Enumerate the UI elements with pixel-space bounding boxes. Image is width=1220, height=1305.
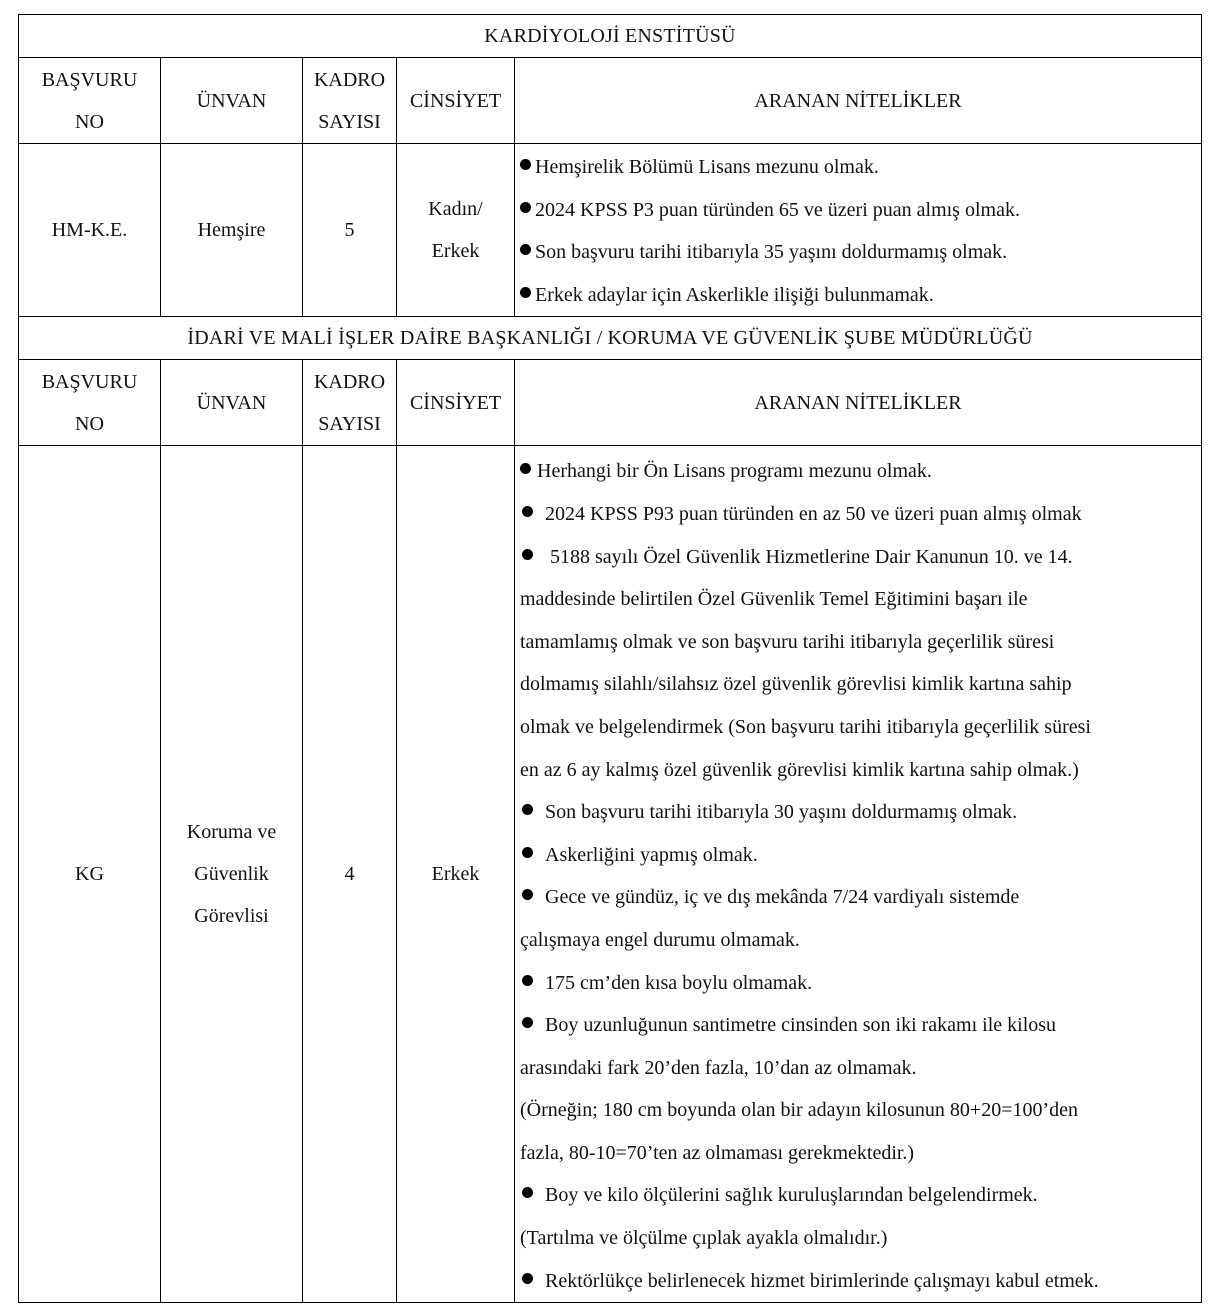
header-qualifications: ARANAN NİTELİKLER xyxy=(515,360,1202,446)
bullet-icon xyxy=(522,889,533,900)
header-position-count xyxy=(303,360,397,446)
header-qualifications: ARANAN NİTELİKLER xyxy=(515,58,1202,144)
list-item: olmak ve belgelendirmek (Son başvuru tarihi itibarıyla geçerlilik süresi xyxy=(520,715,1091,738)
header-line: NO xyxy=(75,412,104,435)
bullet-icon xyxy=(522,1273,533,1284)
list-item: Erkek adaylar için Askerlikle ilişiği bulunmamak. xyxy=(520,274,1197,317)
list-item: maddesinde belirtilen Özel Güvenlik Temel Eğitimini başarı ile xyxy=(520,588,1028,611)
list-item: 2024 KPSS P93 puan türünden en az 50 ve üzeri puan almış olmak xyxy=(520,493,1197,536)
position-count: 4 xyxy=(303,446,397,1303)
list-item: en az 6 ay kalmış özel güvenlik görevlisi kimlik kartına sahip olmak.) xyxy=(520,758,1079,781)
bullet-icon xyxy=(522,804,533,815)
job-title-line: Hemşire xyxy=(197,219,266,242)
header-line: SAYISI xyxy=(318,110,381,133)
gender xyxy=(397,446,515,1303)
list-item: arasındaki fark 20’den fazla, 10’dan az olmamak. xyxy=(520,1056,917,1079)
bullet-icon xyxy=(520,244,531,255)
job-title xyxy=(161,446,303,1303)
table-row xyxy=(19,144,1202,317)
bullet-icon xyxy=(520,287,531,298)
job-title xyxy=(161,144,303,317)
header-gender: CİNSİYET xyxy=(397,58,515,144)
header-row xyxy=(19,58,1202,144)
bullet-icon xyxy=(522,506,533,517)
header-line: KADRO xyxy=(313,370,386,393)
gender-line: Kadın/ xyxy=(428,198,483,221)
list-item: 5188 sayılı Özel Güvenlik Hizmetlerine Dair Kanunun 10. ve 14. xyxy=(520,536,1197,579)
job-title-line: Görevlisi xyxy=(194,905,269,928)
list-item: tamamlamış olmak ve son başvuru tarihi itibarıyla geçerlilik süresi xyxy=(520,630,1055,653)
table-row xyxy=(19,446,1202,1303)
list-item: 2024 KPSS P3 puan türünden 65 ve üzeri puan almış olmak. xyxy=(520,189,1197,232)
qualifications-list xyxy=(515,446,1202,1303)
position-count: 5 xyxy=(303,144,397,317)
list-item: çalışmaya engel durumu olmamak. xyxy=(520,928,800,951)
list-item: fazla, 80-10=70’ten az olmaması gerekmektedir.) xyxy=(520,1141,915,1164)
header-application-no xyxy=(19,58,161,144)
job-postings-table xyxy=(18,14,1202,1303)
section-title: KARDİYOLOJİ ENSTİTÜSÜ xyxy=(19,15,1202,58)
bullet-icon xyxy=(520,463,531,474)
header-gender: CİNSİYET xyxy=(397,360,515,446)
header-line: BAŞVURU xyxy=(41,370,138,393)
list-item: Herhangi bir Ön Lisans programı mezunu olmak. xyxy=(520,450,1197,493)
list-item: (Tartılma ve ölçülme çıplak ayakla olmalıdır.) xyxy=(520,1227,888,1250)
bullet-icon xyxy=(522,549,533,560)
list-item: 175 cm’den kısa boylu olmamak. xyxy=(520,962,1197,1005)
application-no: HM-K.E. xyxy=(19,144,161,317)
list-item: Boy uzunluğunun santimetre cinsinden son iki rakamı ile kilosu xyxy=(520,1004,1197,1047)
qualifications-list xyxy=(515,144,1202,317)
bullet-icon xyxy=(522,1187,533,1198)
section-title: İDARİ VE MALİ İŞLER DAİRE BAŞKANLIĞI / KORUMA VE GÜVENLİK ŞUBE MÜDÜRLÜĞÜ xyxy=(19,317,1202,360)
bullet-icon xyxy=(522,847,533,858)
bullet-icon xyxy=(522,1017,533,1028)
list-item: Son başvuru tarihi itibarıyla 35 yaşını doldurmamış olmak. xyxy=(520,231,1197,274)
header-position-count xyxy=(303,58,397,144)
section-title-row xyxy=(19,317,1202,360)
list-item: (Örneğin; 180 cm boyunda olan bir adayın kilosunun 80+20=100’den xyxy=(520,1099,1079,1122)
header-title: ÜNVAN xyxy=(161,360,303,446)
list-item: dolmamış silahlı/silahsız özel güvenlik görevlisi kimlik kartına sahip xyxy=(520,673,1072,696)
application-no: KG xyxy=(19,446,161,1303)
header-title: ÜNVAN xyxy=(161,58,303,144)
list-item: Son başvuru tarihi itibarıyla 30 yaşını doldurmamış olmak. xyxy=(520,791,1197,834)
list-item: Gece ve gündüz, iç ve dış mekânda 7/24 vardiyalı sistemde xyxy=(520,876,1197,919)
job-title-line: Güvenlik xyxy=(194,863,269,886)
header-line: SAYISI xyxy=(318,412,381,435)
bullet-icon xyxy=(520,159,531,170)
gender-line: Erkek xyxy=(431,240,480,263)
list-item: Hemşirelik Bölümü Lisans mezunu olmak. xyxy=(520,146,1197,189)
header-line: NO xyxy=(75,110,104,133)
section-title-row xyxy=(19,15,1202,58)
job-title-line: Koruma ve xyxy=(186,821,277,844)
bullet-icon xyxy=(520,202,531,213)
gender-line: Erkek xyxy=(431,863,480,886)
list-item: Askerliğini yapmış olmak. xyxy=(520,834,1197,877)
gender xyxy=(397,144,515,317)
bullet-icon xyxy=(522,975,533,986)
header-row xyxy=(19,360,1202,446)
list-item: Boy ve kilo ölçülerini sağlık kuruluşlarından belgelendirmek. xyxy=(520,1174,1197,1217)
list-item: Rektörlükçe belirlenecek hizmet birimlerinde çalışmayı kabul etmek. xyxy=(520,1260,1197,1303)
header-line: BAŞVURU xyxy=(41,68,138,91)
header-line: KADRO xyxy=(313,68,386,91)
header-application-no xyxy=(19,360,161,446)
